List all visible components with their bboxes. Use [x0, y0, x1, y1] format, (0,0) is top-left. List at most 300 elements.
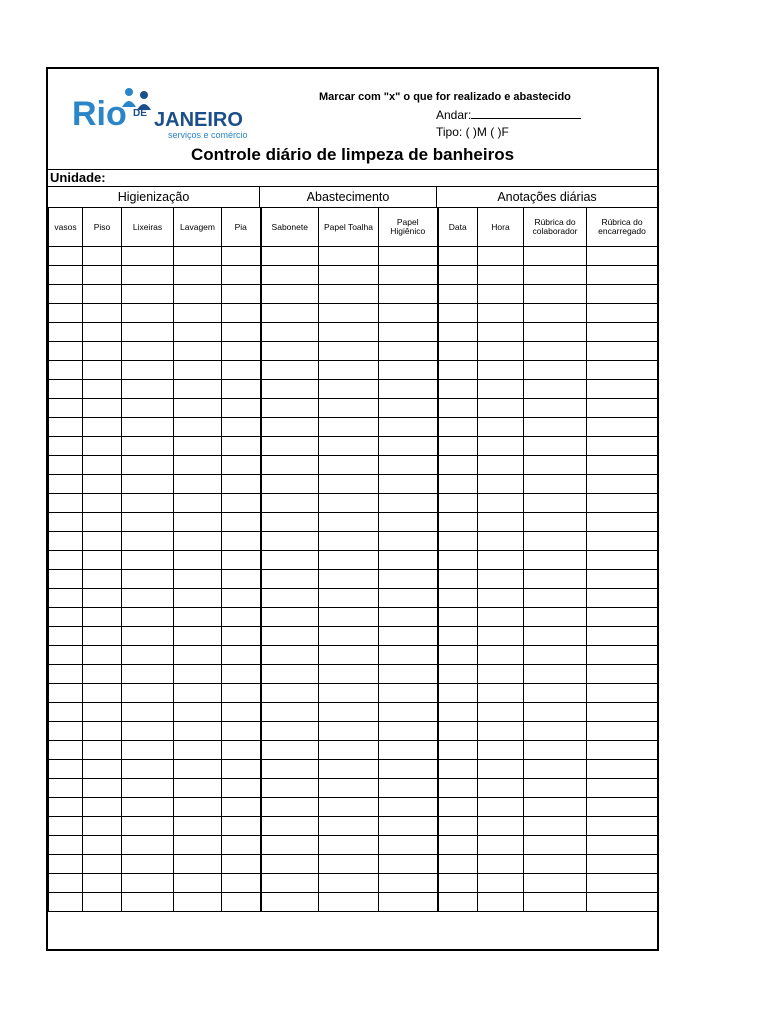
table-cell[interactable]: [319, 627, 379, 646]
table-cell[interactable]: [122, 551, 174, 570]
table-cell[interactable]: [122, 456, 174, 475]
table-cell[interactable]: [122, 779, 174, 798]
table-cell[interactable]: [524, 703, 587, 722]
table-cell[interactable]: [319, 760, 379, 779]
table-cell[interactable]: [379, 456, 438, 475]
table-cell[interactable]: [379, 836, 438, 855]
table-cell[interactable]: [319, 399, 379, 418]
table-cell[interactable]: [478, 627, 524, 646]
table-cell[interactable]: [478, 551, 524, 570]
table-cell[interactable]: [379, 855, 438, 874]
table-cell[interactable]: [174, 703, 222, 722]
table-cell[interactable]: [174, 247, 222, 266]
table-cell[interactable]: [261, 475, 319, 494]
table-cell[interactable]: [83, 684, 122, 703]
table-cell[interactable]: [49, 437, 83, 456]
table-cell[interactable]: [478, 817, 524, 836]
table-cell[interactable]: [438, 266, 478, 285]
table-cell[interactable]: [438, 532, 478, 551]
table-cell[interactable]: [379, 760, 438, 779]
table-cell[interactable]: [478, 494, 524, 513]
table-cell[interactable]: [319, 494, 379, 513]
table-cell[interactable]: [49, 874, 83, 893]
table-cell[interactable]: [319, 437, 379, 456]
table-cell[interactable]: [83, 494, 122, 513]
table-cell[interactable]: [319, 418, 379, 437]
table-cell[interactable]: [122, 494, 174, 513]
table-cell[interactable]: [261, 437, 319, 456]
table-cell[interactable]: [587, 437, 658, 456]
table-cell[interactable]: [524, 304, 587, 323]
table-cell[interactable]: [319, 589, 379, 608]
table-cell[interactable]: [49, 323, 83, 342]
table-cell[interactable]: [222, 570, 261, 589]
table-cell[interactable]: [49, 798, 83, 817]
table-cell[interactable]: [438, 285, 478, 304]
table-cell[interactable]: [174, 285, 222, 304]
table-cell[interactable]: [261, 342, 319, 361]
table-cell[interactable]: [319, 247, 379, 266]
table-cell[interactable]: [379, 323, 438, 342]
table-cell[interactable]: [261, 703, 319, 722]
table-cell[interactable]: [524, 494, 587, 513]
table-cell[interactable]: [174, 570, 222, 589]
unidade-field[interactable]: Unidade:: [48, 169, 657, 187]
table-cell[interactable]: [438, 475, 478, 494]
table-cell[interactable]: [587, 551, 658, 570]
table-cell[interactable]: [524, 627, 587, 646]
table-cell[interactable]: [83, 589, 122, 608]
table-cell[interactable]: [438, 722, 478, 741]
table-cell[interactable]: [222, 646, 261, 665]
table-cell[interactable]: [222, 627, 261, 646]
table-cell[interactable]: [261, 551, 319, 570]
table-cell[interactable]: [49, 684, 83, 703]
table-cell[interactable]: [319, 741, 379, 760]
table-cell[interactable]: [319, 836, 379, 855]
table-cell[interactable]: [174, 627, 222, 646]
table-cell[interactable]: [587, 874, 658, 893]
table-cell[interactable]: [83, 779, 122, 798]
table-cell[interactable]: [122, 437, 174, 456]
table-cell[interactable]: [587, 893, 658, 912]
table-cell[interactable]: [478, 798, 524, 817]
table-cell[interactable]: [587, 247, 658, 266]
table-cell[interactable]: [174, 722, 222, 741]
table-cell[interactable]: [379, 342, 438, 361]
table-cell[interactable]: [319, 456, 379, 475]
table-cell[interactable]: [379, 475, 438, 494]
table-cell[interactable]: [122, 323, 174, 342]
table-cell[interactable]: [379, 361, 438, 380]
table-cell[interactable]: [438, 741, 478, 760]
table-cell[interactable]: [174, 836, 222, 855]
table-cell[interactable]: [478, 741, 524, 760]
table-cell[interactable]: [122, 247, 174, 266]
table-cell[interactable]: [379, 304, 438, 323]
table-cell[interactable]: [587, 342, 658, 361]
table-cell[interactable]: [49, 551, 83, 570]
table-cell[interactable]: [379, 247, 438, 266]
table-cell[interactable]: [438, 703, 478, 722]
table-cell[interactable]: [122, 589, 174, 608]
table-cell[interactable]: [122, 380, 174, 399]
table-cell[interactable]: [83, 798, 122, 817]
table-cell[interactable]: [83, 532, 122, 551]
table-cell[interactable]: [83, 703, 122, 722]
table-cell[interactable]: [478, 893, 524, 912]
table-cell[interactable]: [319, 285, 379, 304]
table-cell[interactable]: [174, 437, 222, 456]
table-cell[interactable]: [83, 418, 122, 437]
table-cell[interactable]: [83, 855, 122, 874]
table-cell[interactable]: [478, 665, 524, 684]
table-cell[interactable]: [222, 684, 261, 703]
table-cell[interactable]: [438, 494, 478, 513]
table-cell[interactable]: [122, 760, 174, 779]
table-cell[interactable]: [524, 380, 587, 399]
table-cell[interactable]: [478, 779, 524, 798]
table-cell[interactable]: [174, 760, 222, 779]
table-cell[interactable]: [49, 285, 83, 304]
table-cell[interactable]: [478, 513, 524, 532]
table-cell[interactable]: [587, 304, 658, 323]
table-cell[interactable]: [122, 684, 174, 703]
table-cell[interactable]: [379, 798, 438, 817]
table-cell[interactable]: [222, 494, 261, 513]
table-cell[interactable]: [587, 456, 658, 475]
table-cell[interactable]: [524, 760, 587, 779]
table-cell[interactable]: [261, 817, 319, 836]
table-cell[interactable]: [83, 646, 122, 665]
andar-field[interactable]: [436, 108, 581, 122]
table-cell[interactable]: [222, 722, 261, 741]
table-cell[interactable]: [319, 608, 379, 627]
table-cell[interactable]: [261, 380, 319, 399]
table-cell[interactable]: [379, 741, 438, 760]
table-cell[interactable]: [438, 817, 478, 836]
table-cell[interactable]: [261, 665, 319, 684]
table-cell[interactable]: [83, 665, 122, 684]
table-cell[interactable]: [587, 323, 658, 342]
table-cell[interactable]: [379, 285, 438, 304]
table-cell[interactable]: [478, 703, 524, 722]
table-cell[interactable]: [174, 456, 222, 475]
table-cell[interactable]: [261, 266, 319, 285]
table-cell[interactable]: [49, 532, 83, 551]
table-cell[interactable]: [49, 342, 83, 361]
table-cell[interactable]: [478, 247, 524, 266]
table-cell[interactable]: [122, 874, 174, 893]
table-cell[interactable]: [379, 513, 438, 532]
table-cell[interactable]: [261, 494, 319, 513]
table-cell[interactable]: [587, 570, 658, 589]
table-cell[interactable]: [438, 304, 478, 323]
table-cell[interactable]: [83, 627, 122, 646]
table-cell[interactable]: [524, 855, 587, 874]
table-cell[interactable]: [524, 893, 587, 912]
table-cell[interactable]: [478, 874, 524, 893]
table-cell[interactable]: [524, 456, 587, 475]
table-cell[interactable]: [379, 589, 438, 608]
table-cell[interactable]: [122, 836, 174, 855]
table-cell[interactable]: [438, 418, 478, 437]
table-cell[interactable]: [49, 475, 83, 494]
table-cell[interactable]: [261, 304, 319, 323]
table-cell[interactable]: [122, 627, 174, 646]
table-cell[interactable]: [379, 399, 438, 418]
table-cell[interactable]: [49, 380, 83, 399]
table-cell[interactable]: [122, 817, 174, 836]
table-cell[interactable]: [524, 684, 587, 703]
table-cell[interactable]: [261, 760, 319, 779]
table-cell[interactable]: [122, 608, 174, 627]
table-cell[interactable]: [478, 323, 524, 342]
table-cell[interactable]: [122, 741, 174, 760]
table-cell[interactable]: [587, 418, 658, 437]
table-cell[interactable]: [83, 608, 122, 627]
table-cell[interactable]: [174, 361, 222, 380]
table-cell[interactable]: [319, 665, 379, 684]
table-cell[interactable]: [174, 646, 222, 665]
table-cell[interactable]: [261, 627, 319, 646]
table-cell[interactable]: [524, 608, 587, 627]
table-cell[interactable]: [49, 570, 83, 589]
table-cell[interactable]: [49, 779, 83, 798]
table-cell[interactable]: [122, 285, 174, 304]
table-cell[interactable]: [222, 893, 261, 912]
table-cell[interactable]: [438, 608, 478, 627]
table-cell[interactable]: [49, 608, 83, 627]
table-cell[interactable]: [222, 475, 261, 494]
table-cell[interactable]: [319, 703, 379, 722]
table-cell[interactable]: [524, 247, 587, 266]
table-cell[interactable]: [122, 798, 174, 817]
table-cell[interactable]: [524, 361, 587, 380]
table-cell[interactable]: [83, 760, 122, 779]
table-cell[interactable]: [478, 589, 524, 608]
table-cell[interactable]: [319, 798, 379, 817]
table-cell[interactable]: [83, 380, 122, 399]
table-cell[interactable]: [83, 437, 122, 456]
table-cell[interactable]: [379, 380, 438, 399]
table-cell[interactable]: [438, 437, 478, 456]
table-cell[interactable]: [438, 551, 478, 570]
table-cell[interactable]: [261, 608, 319, 627]
table-cell[interactable]: [319, 893, 379, 912]
table-cell[interactable]: [587, 646, 658, 665]
table-cell[interactable]: [524, 646, 587, 665]
table-cell[interactable]: [83, 361, 122, 380]
table-cell[interactable]: [261, 513, 319, 532]
table-cell[interactable]: [174, 779, 222, 798]
table-cell[interactable]: [587, 779, 658, 798]
table-cell[interactable]: [49, 266, 83, 285]
table-cell[interactable]: [83, 551, 122, 570]
table-cell[interactable]: [49, 589, 83, 608]
table-cell[interactable]: [83, 456, 122, 475]
table-cell[interactable]: [478, 399, 524, 418]
table-cell[interactable]: [261, 874, 319, 893]
table-cell[interactable]: [438, 893, 478, 912]
table-cell[interactable]: [478, 418, 524, 437]
table-cell[interactable]: [587, 513, 658, 532]
table-cell[interactable]: [524, 475, 587, 494]
table-cell[interactable]: [379, 893, 438, 912]
table-cell[interactable]: [379, 494, 438, 513]
table-cell[interactable]: [174, 399, 222, 418]
table-cell[interactable]: [524, 817, 587, 836]
table-cell[interactable]: [261, 741, 319, 760]
table-cell[interactable]: [122, 570, 174, 589]
table-cell[interactable]: [261, 893, 319, 912]
table-cell[interactable]: [261, 418, 319, 437]
table-cell[interactable]: [524, 285, 587, 304]
table-cell[interactable]: [379, 722, 438, 741]
table-cell[interactable]: [261, 589, 319, 608]
table-cell[interactable]: [319, 513, 379, 532]
table-cell[interactable]: [174, 494, 222, 513]
table-cell[interactable]: [524, 399, 587, 418]
table-cell[interactable]: [478, 760, 524, 779]
table-cell[interactable]: [49, 494, 83, 513]
table-cell[interactable]: [379, 570, 438, 589]
table-cell[interactable]: [438, 665, 478, 684]
table-cell[interactable]: [524, 532, 587, 551]
table-cell[interactable]: [222, 817, 261, 836]
table-cell[interactable]: [49, 893, 83, 912]
table-cell[interactable]: [261, 836, 319, 855]
table-cell[interactable]: [49, 399, 83, 418]
table-cell[interactable]: [478, 266, 524, 285]
table-cell[interactable]: [478, 304, 524, 323]
table-cell[interactable]: [222, 703, 261, 722]
table-cell[interactable]: [122, 665, 174, 684]
table-cell[interactable]: [438, 342, 478, 361]
table-cell[interactable]: [222, 532, 261, 551]
table-cell[interactable]: [319, 266, 379, 285]
table-cell[interactable]: [174, 684, 222, 703]
table-cell[interactable]: [379, 646, 438, 665]
table-cell[interactable]: [478, 380, 524, 399]
table-cell[interactable]: [478, 342, 524, 361]
table-cell[interactable]: [261, 684, 319, 703]
table-cell[interactable]: [83, 247, 122, 266]
table-cell[interactable]: [49, 855, 83, 874]
table-cell[interactable]: [222, 399, 261, 418]
table-cell[interactable]: [83, 304, 122, 323]
table-cell[interactable]: [587, 532, 658, 551]
table-cell[interactable]: [587, 266, 658, 285]
table-cell[interactable]: [174, 342, 222, 361]
table-cell[interactable]: [587, 703, 658, 722]
table-cell[interactable]: [319, 323, 379, 342]
table-cell[interactable]: [122, 893, 174, 912]
table-cell[interactable]: [319, 646, 379, 665]
table-cell[interactable]: [49, 817, 83, 836]
table-cell[interactable]: [83, 817, 122, 836]
table-cell[interactable]: [438, 247, 478, 266]
table-cell[interactable]: [83, 570, 122, 589]
table-cell[interactable]: [261, 399, 319, 418]
table-cell[interactable]: [261, 456, 319, 475]
table-cell[interactable]: [122, 722, 174, 741]
table-cell[interactable]: [587, 475, 658, 494]
table-cell[interactable]: [122, 703, 174, 722]
table-cell[interactable]: [122, 361, 174, 380]
table-cell[interactable]: [174, 475, 222, 494]
table-cell[interactable]: [524, 323, 587, 342]
table-cell[interactable]: [49, 646, 83, 665]
table-cell[interactable]: [122, 266, 174, 285]
table-cell[interactable]: [478, 608, 524, 627]
table-cell[interactable]: [174, 741, 222, 760]
table-cell[interactable]: [122, 532, 174, 551]
table-cell[interactable]: [319, 779, 379, 798]
table-cell[interactable]: [261, 855, 319, 874]
table-cell[interactable]: [222, 513, 261, 532]
table-cell[interactable]: [438, 361, 478, 380]
table-cell[interactable]: [222, 342, 261, 361]
table-cell[interactable]: [261, 646, 319, 665]
table-cell[interactable]: [319, 475, 379, 494]
table-cell[interactable]: [222, 551, 261, 570]
table-cell[interactable]: [49, 361, 83, 380]
table-cell[interactable]: [524, 437, 587, 456]
table-cell[interactable]: [524, 874, 587, 893]
table-cell[interactable]: [122, 418, 174, 437]
table-cell[interactable]: [174, 893, 222, 912]
table-cell[interactable]: [49, 456, 83, 475]
table-cell[interactable]: [438, 646, 478, 665]
table-cell[interactable]: [524, 513, 587, 532]
table-cell[interactable]: [587, 285, 658, 304]
table-cell[interactable]: [587, 836, 658, 855]
table-cell[interactable]: [587, 760, 658, 779]
table-cell[interactable]: [438, 760, 478, 779]
table-cell[interactable]: [587, 817, 658, 836]
table-cell[interactable]: [587, 855, 658, 874]
table-cell[interactable]: [319, 722, 379, 741]
table-cell[interactable]: [587, 380, 658, 399]
table-cell[interactable]: [379, 779, 438, 798]
table-cell[interactable]: [478, 570, 524, 589]
table-cell[interactable]: [319, 342, 379, 361]
table-cell[interactable]: [587, 665, 658, 684]
table-cell[interactable]: [587, 722, 658, 741]
table-cell[interactable]: [174, 874, 222, 893]
table-cell[interactable]: [438, 855, 478, 874]
table-cell[interactable]: [478, 532, 524, 551]
table-cell[interactable]: [478, 836, 524, 855]
table-cell[interactable]: [379, 627, 438, 646]
table-cell[interactable]: [122, 342, 174, 361]
table-cell[interactable]: [379, 608, 438, 627]
table-cell[interactable]: [524, 798, 587, 817]
table-cell[interactable]: [261, 247, 319, 266]
table-cell[interactable]: [478, 437, 524, 456]
table-cell[interactable]: [83, 874, 122, 893]
table-cell[interactable]: [222, 247, 261, 266]
table-cell[interactable]: [222, 665, 261, 684]
table-cell[interactable]: [222, 798, 261, 817]
table-cell[interactable]: [587, 589, 658, 608]
table-cell[interactable]: [587, 399, 658, 418]
table-cell[interactable]: [524, 418, 587, 437]
table-cell[interactable]: [319, 532, 379, 551]
table-cell[interactable]: [49, 304, 83, 323]
table-cell[interactable]: [222, 285, 261, 304]
